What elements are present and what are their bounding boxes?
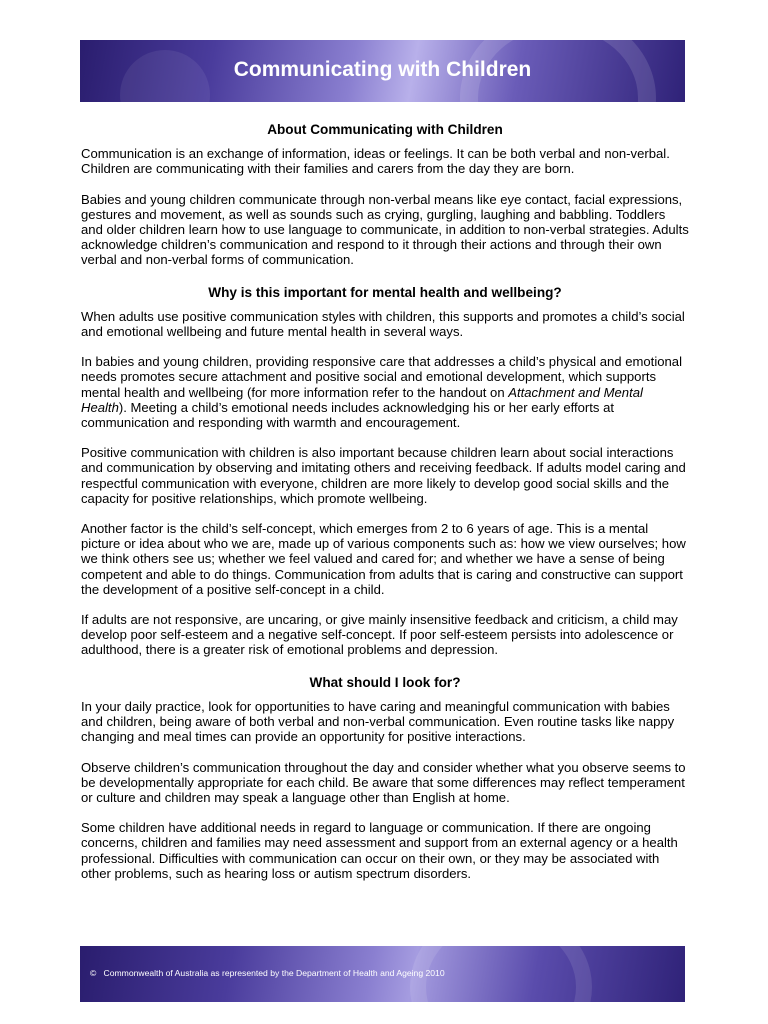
paragraph: When adults use positive communication styles with children, this supports and promotes a child’s social and emotional wellbeing and future mental health in several ways. <box>81 308 685 340</box>
copyright-notice <box>90 968 445 978</box>
paragraph: Positive communication with children is also important because children learn about social interactions and communication by observing and imitating others and receiving feedback. If adults model caring and respectful communication with everyone, children are more likely to develop good social skills and the capacity for positive relationships, which promote wellbeing. <box>81 445 686 506</box>
paragraph-text: In babies and young children, providing responsive care that addresses a child’s physical and emotional needs promotes secure attachment and positive social and emotional development, which supports mental health and wellbeing (for more information refer to the handout on <box>81 354 682 400</box>
paragraph-text: ). Meeting a child’s emotional needs includes acknowledging his or her early efforts at communication and responding with warmth and encouragement. <box>81 399 615 431</box>
page-title: Communicating with Children <box>233 58 532 81</box>
copyright-icon: © <box>90 968 97 978</box>
handout-reference: Attachment and Mental Health <box>81 384 643 415</box>
section-heading-about: About Communicating with Children <box>267 122 503 137</box>
header-banner <box>80 40 685 102</box>
paragraph: Babies and young children communicate through non-verbal means like eye contact, facial expressions, gestures and movement, as well as sounds such as crying, gurgling, laughing and babbling. Toddlers and older children learn how to use language to communicate, in addition to non-verbal strategies. Adults acknowledge children’s communication and respond to it through their actions and through their own verbal and non-verbal forms of communication. <box>81 191 689 268</box>
copyright-text: Commonwealth of Australia as represented by the Department of Health and Ageing 2010 <box>103 968 445 978</box>
document-body <box>81 122 689 881</box>
paragraph: Communication is an exchange of information, ideas or feelings. It can be both verbal and non-verbal. Children are communicating with their families and carers from the day they are born. <box>81 146 670 177</box>
paragraph: Observe children’s communication throughout the day and consider whether what you observe seems to be developmentally appropriate for each child. Be aware that some differences may reflect temperament or culture and children may speak a language other than English at home. <box>81 759 686 805</box>
section-heading-look-for: What should I look for? <box>309 674 461 690</box>
paragraph: If adults are not responsive, are uncaring, or give mainly insensitive feedback and criticism, a child may develop poor self-esteem and a negative self-concept. If poor self-esteem persists into adolescence or adulthood, there is a greater risk of emotional problems and depression. <box>81 612 678 658</box>
paragraph: Another factor is the child’s self-concept, which emerges from 2 to 6 years of age. This is a mental picture or idea about who we are, made up of various components such as: how we view ourselves; how we think others see us; whether we feel valued and cared for; and whether we have a sense of being competent and able to do things. Communication from adults that is caring and constructive can support the development of a positive self-concept in a child. <box>81 521 686 597</box>
paragraph: In your daily practice, look for opportunities to have caring and meaningful communication with babies and children, being aware of both verbal and non-verbal communication. Even routine tasks like nappy changing and meal times can provide an opportunity for positive interactions. <box>81 698 675 745</box>
footer-banner <box>80 946 685 1002</box>
paragraph-with-reference <box>81 354 689 430</box>
paragraph: Some children have additional needs in regard to language or communication. If there are ongoing concerns, children and families may need assessment and support from an external agency or a health professional. Difficulties with communication can occur on their own, or they may be associated with other problems, such as hearing loss or autism spectrum disorders. <box>81 820 678 881</box>
section-heading-importance: Why is this important for mental health and wellbeing? <box>208 284 562 300</box>
